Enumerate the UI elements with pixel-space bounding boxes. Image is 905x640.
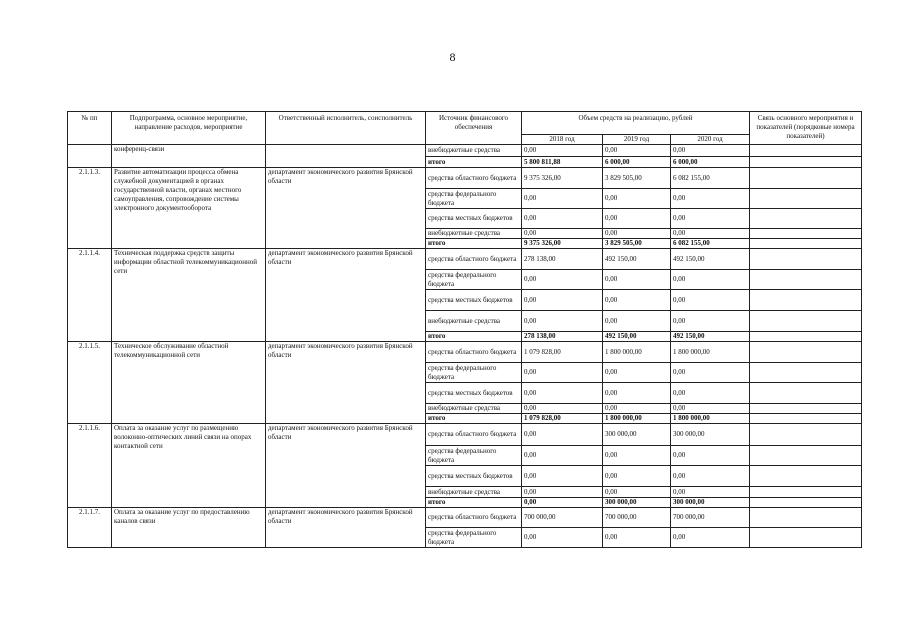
indicator-link	[750, 424, 862, 446]
value-2019: 3 829 505,00	[603, 168, 671, 189]
value-2020: 1 800 000,00	[671, 342, 750, 363]
value-2018: 0,00	[522, 145, 603, 157]
value-2018: 0,00	[522, 363, 603, 383]
value-2020: 492 150,00	[671, 332, 750, 342]
header-year-2020: 2020 год	[671, 135, 750, 145]
indicator-link	[750, 290, 862, 311]
item-name: Оплата за оказание услуг по размещению волоконно-оптических линий связи на опорах контактной сети	[112, 424, 266, 508]
indicator-link	[750, 414, 862, 424]
funding-source: итого	[426, 239, 522, 249]
table-row	[68, 168, 862, 189]
value-2018: 0,00	[522, 189, 603, 209]
item-number: 2.1.1.7.	[68, 508, 112, 548]
funding-source: средства областного бюджета	[426, 508, 522, 528]
value-2020: 0,00	[671, 229, 750, 239]
funding-source: средства областного бюджета	[426, 249, 522, 270]
value-2019: 0,00	[603, 383, 671, 404]
value-2019: 0,00	[603, 466, 671, 487]
page-number: 8	[449, 50, 456, 64]
value-2020: 0,00	[671, 404, 750, 414]
value-2018: 0,00	[522, 466, 603, 487]
funding-table	[67, 111, 862, 548]
value-2019: 0,00	[603, 404, 671, 414]
item-number: 2.1.1.6.	[68, 424, 112, 508]
value-2020: 6 082 155,00	[671, 239, 750, 249]
funding-source: средства федерального бюджета	[426, 363, 522, 383]
item-number: 2.1.1.3.	[68, 168, 112, 249]
item-number: 2.1.1.4.	[68, 249, 112, 342]
table-row	[68, 342, 862, 363]
value-2019: 0,00	[603, 189, 671, 209]
value-2019: 0,00	[603, 229, 671, 239]
value-2019: 3 829 505,00	[603, 239, 671, 249]
value-2018: 0,00	[522, 290, 603, 311]
value-2019: 700 000,00	[603, 508, 671, 528]
table-row	[68, 424, 862, 446]
value-2019: 300 000,00	[603, 424, 671, 446]
indicator-link	[750, 332, 862, 342]
funding-source: итого	[426, 332, 522, 342]
value-2019: 492 150,00	[603, 332, 671, 342]
value-2020: 0,00	[671, 290, 750, 311]
funding-source: внебюджетные средства	[426, 404, 522, 414]
value-2019: 0,00	[603, 209, 671, 229]
item-executor: департамент экономического развития Брянской области	[266, 424, 426, 508]
value-2020: 0,00	[671, 446, 750, 466]
header-year-2018: 2018 год	[522, 135, 603, 145]
value-2018: 0,00	[522, 498, 603, 508]
value-2019: 1 800 000,00	[603, 342, 671, 363]
indicator-link	[750, 270, 862, 290]
table-row	[68, 249, 862, 270]
value-2018: 0,00	[522, 424, 603, 446]
item-executor: департамент экономического развития Брянской области	[266, 168, 426, 249]
funding-source: средства местных бюджетов	[426, 290, 522, 311]
value-2018: 0,00	[522, 229, 603, 239]
funding-source: внебюджетные средства	[426, 487, 522, 498]
value-2019: 492 150,00	[603, 249, 671, 270]
value-2020: 0,00	[671, 466, 750, 487]
value-2018: 700 000,00	[522, 508, 603, 528]
funding-source: итого	[426, 157, 522, 168]
funding-source: средства местных бюджетов	[426, 209, 522, 229]
item-name: конференц-связи	[112, 145, 266, 168]
item-executor: департамент экономического развития Брянской области	[266, 249, 426, 342]
value-2018: 0,00	[522, 311, 603, 332]
value-2018: 1 079 828,00	[522, 414, 603, 424]
indicator-link	[750, 157, 862, 168]
indicator-link	[750, 342, 862, 363]
indicator-link	[750, 145, 862, 157]
value-2019: 300 000,00	[603, 498, 671, 508]
value-2018: 0,00	[522, 209, 603, 229]
indicator-link	[750, 404, 862, 414]
value-2019: 6 000,00	[603, 157, 671, 168]
item-number	[68, 145, 112, 168]
funding-source: средства федерального бюджета	[426, 446, 522, 466]
header-num: № пп	[68, 112, 112, 145]
value-2018: 1 079 828,00	[522, 342, 603, 363]
value-2020: 700 000,00	[671, 508, 750, 528]
indicator-link	[750, 466, 862, 487]
funding-source: средства федерального бюджета	[426, 528, 522, 548]
value-2018: 0,00	[522, 383, 603, 404]
funding-source: внебюджетные средства	[426, 145, 522, 157]
indicator-link	[750, 498, 862, 508]
indicator-link	[750, 249, 862, 270]
value-2019: 0,00	[603, 528, 671, 548]
item-name: Развитие автоматизации процесса обмена служебной документацией в органах государственной власти, органах местного самоуправления, сопровождение системы электронного документооборота	[112, 168, 266, 249]
value-2020: 0,00	[671, 145, 750, 157]
funding-source: средства областного бюджета	[426, 424, 522, 446]
value-2018: 0,00	[522, 528, 603, 548]
value-2018: 9 375 326,00	[522, 168, 603, 189]
header-year-2019: 2019 год	[603, 135, 671, 145]
value-2018: 0,00	[522, 487, 603, 498]
value-2020: 0,00	[671, 528, 750, 548]
value-2020: 0,00	[671, 189, 750, 209]
funding-source: средства федерального бюджета	[426, 270, 522, 290]
funding-source: внебюджетные средства	[426, 311, 522, 332]
item-name: Техническое обслуживание областной телекоммуникационной сети	[112, 342, 266, 424]
header-link: Связь основного мероприятия и показателей (порядковые номера показателей)	[750, 112, 862, 145]
value-2019: 0,00	[603, 290, 671, 311]
value-2019: 0,00	[603, 270, 671, 290]
indicator-link	[750, 239, 862, 249]
value-2020: 0,00	[671, 311, 750, 332]
item-executor: департамент экономического развития Брянской области	[266, 342, 426, 424]
value-2020: 0,00	[671, 270, 750, 290]
indicator-link	[750, 209, 862, 229]
header-volume: Объем средств на реализацию, рублей	[522, 112, 750, 135]
value-2018: 5 800 811,88	[522, 157, 603, 168]
value-2020: 1 800 000,00	[671, 414, 750, 424]
table-row	[68, 508, 862, 528]
indicator-link	[750, 528, 862, 548]
item-name: Оплата за оказание услуг по предоставлению каналов связи	[112, 508, 266, 548]
indicator-link	[750, 189, 862, 209]
indicator-link	[750, 168, 862, 189]
value-2019: 0,00	[603, 311, 671, 332]
indicator-link	[750, 311, 862, 332]
value-2020: 0,00	[671, 363, 750, 383]
table-row	[68, 145, 862, 157]
value-2020: 300 000,00	[671, 424, 750, 446]
indicator-link	[750, 363, 862, 383]
value-2020: 0,00	[671, 209, 750, 229]
funding-source: средства областного бюджета	[426, 342, 522, 363]
value-2020: 0,00	[671, 487, 750, 498]
value-2018: 0,00	[522, 270, 603, 290]
value-2020: 6 082 155,00	[671, 168, 750, 189]
value-2018: 278 138,00	[522, 332, 603, 342]
value-2019: 0,00	[603, 446, 671, 466]
value-2019: 0,00	[603, 487, 671, 498]
header-source: Источник финансового обеспечения	[426, 112, 522, 145]
indicator-link	[750, 383, 862, 404]
funding-source: итого	[426, 414, 522, 424]
value-2018: 278 138,00	[522, 249, 603, 270]
indicator-link	[750, 508, 862, 528]
funding-source: средства федерального бюджета	[426, 189, 522, 209]
funding-source: итого	[426, 498, 522, 508]
value-2019: 0,00	[603, 363, 671, 383]
indicator-link	[750, 487, 862, 498]
value-2019: 1 800 000,00	[603, 414, 671, 424]
value-2020: 492 150,00	[671, 249, 750, 270]
item-executor: департамент экономического развития Брянской области	[266, 508, 426, 548]
value-2020: 6 000,00	[671, 157, 750, 168]
value-2019: 0,00	[603, 145, 671, 157]
indicator-link	[750, 446, 862, 466]
item-number: 2.1.1.5.	[68, 342, 112, 424]
value-2018: 0,00	[522, 404, 603, 414]
value-2018: 9 375 326,00	[522, 239, 603, 249]
item-name: Техническая поддержка средств защиты информации областной телекоммуникационной сети	[112, 249, 266, 342]
header-name: Подпрограмма, основное мероприятие, направление расходов, мероприятие	[112, 112, 266, 145]
header-executor: Ответственный исполнитель, соисполнитель	[266, 112, 426, 145]
value-2020: 0,00	[671, 383, 750, 404]
value-2020: 300 000,00	[671, 498, 750, 508]
value-2018: 0,00	[522, 446, 603, 466]
item-executor	[266, 145, 426, 168]
indicator-link	[750, 229, 862, 239]
funding-source: внебюджетные средства	[426, 229, 522, 239]
funding-source: средства местных бюджетов	[426, 383, 522, 404]
funding-source: средства областного бюджета	[426, 168, 522, 189]
funding-source: средства местных бюджетов	[426, 466, 522, 487]
